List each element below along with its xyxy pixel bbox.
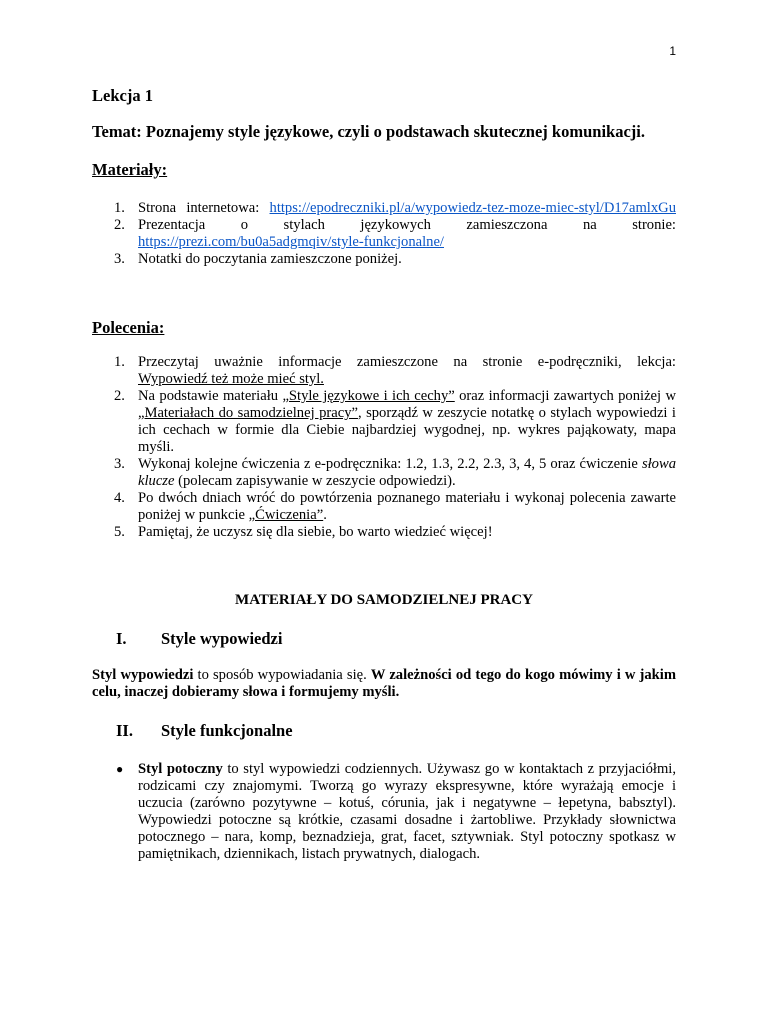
list-number: 1. bbox=[114, 200, 125, 216]
section-title: Style funkcjonalne bbox=[161, 721, 293, 740]
task-item-5 bbox=[92, 524, 676, 541]
task-text: Pamiętaj, że uczysz się dla siebie, bo warto wiedzieć więcej! bbox=[138, 524, 493, 540]
task-text: Przeczytaj uważnie informacje zamieszczone na stronie e-podręczniki, lekcja: bbox=[138, 354, 676, 370]
page-number: 1 bbox=[669, 44, 676, 58]
materials-item-text: Notatki do poczytania zamieszczone poniżej. bbox=[138, 251, 402, 267]
definition-text: to sposób wypowiadania się. bbox=[193, 667, 371, 683]
lesson-title: Lekcja 1 bbox=[92, 86, 153, 105]
materials-list bbox=[92, 200, 676, 268]
term: Styl wypowiedzi bbox=[92, 667, 194, 683]
task-text: Po dwóch dniach wróć do powtórzenia poznanego materiału i wykonaj polecenia zawarte poniżej w punkcie bbox=[138, 490, 676, 523]
emphasis-text: W zależności od tego do kogo mówimy i w jakim celu, inaczej dobieramy słowa i formujemy myśli. bbox=[92, 667, 677, 700]
section-heading-2 bbox=[92, 722, 676, 742]
task-text: (polecam zapisywanie w zeszycie odpowiedzi). bbox=[174, 473, 456, 489]
list-number: 2. bbox=[114, 217, 125, 233]
epodreczniki-link[interactable]: https://epodreczniki.pl/a/wypowiedz-tez-moze-miec-styl/D17amlxGu bbox=[269, 200, 676, 216]
document-body bbox=[92, 84, 676, 863]
materials-item-2 bbox=[92, 217, 676, 251]
list-number: 1. bbox=[114, 354, 125, 370]
lesson-reference: Wypowiedź też może mieć styl. bbox=[138, 371, 324, 387]
task-text: oraz informacji zawartych poniżej w bbox=[454, 388, 676, 404]
materials-item-text: Strona internetowa: https://epodreczniki.pl/a/wypowiedz-tez-moze-miec-styl/D17amlxGu bbox=[138, 200, 676, 216]
task-item-1 bbox=[92, 354, 676, 388]
task-item-2 bbox=[92, 388, 676, 456]
self-study-heading: MATERIAŁY DO SAMODZIELNEJ PRACY bbox=[235, 592, 533, 608]
definition-paragraph bbox=[92, 667, 676, 701]
self-study-reference: „Materiałach do samodzielnej pracy” bbox=[138, 405, 358, 421]
task-item-3 bbox=[92, 456, 676, 490]
topic-heading: Temat: Poznajemy style językowe, czyli o podstawach skutecznej komunikacji. bbox=[92, 122, 645, 141]
task-text: , sporządź w zeszycie notatkę o stylach wypowiedzi i ich cechach w formie dla Ciebie najbardziej wygodnej, np. wykres pająkowaty, mapa myśli. bbox=[138, 405, 676, 455]
task-text: Wykonaj kolejne ćwiczenia z e-podręcznika: 1.2, 1.3, 2.2, 2.3, 3, 4, 5 oraz ćwiczenie bbox=[138, 456, 642, 472]
list-number: 4. bbox=[114, 490, 125, 506]
style-item-colloquial bbox=[92, 761, 676, 863]
materials-item-1 bbox=[92, 200, 676, 217]
list-number: 3. bbox=[114, 251, 125, 267]
section-numeral: II. bbox=[116, 721, 133, 740]
keywords-exercise: słowa klucze bbox=[138, 456, 676, 489]
style-description: to styl wypowiedzi codziennych. Używasz go w kontaktach z przyjaciółmi, rodzicami czy znajomymi. Tworzą go wyrazy ekspresywne, które wyrażają emocje i uczucia (zarówno pozytywne – kotuś, córunia, jak i negatywne – łepetyna, babsztyl). Wypowiedzi potoczne są krótkie, czasami dosadne i żartobliwe. Przykłady słownictwa potocznego – nara, komp, beznadzieja, grat, facet, sztywniak. Styl potoczny spotkasz w pamiętnikach, dziennikach, listach prywatnych, dialogach. bbox=[138, 761, 677, 862]
tasks-heading: Polecenia: bbox=[92, 318, 165, 337]
task-text: Na podstawie materiału bbox=[138, 388, 283, 404]
materials-heading: Materiały: bbox=[92, 160, 168, 179]
material-reference: „Style językowe i ich cechy” bbox=[282, 388, 455, 404]
term: Styl potoczny bbox=[138, 761, 223, 777]
list-number: 2. bbox=[114, 388, 125, 404]
task-text: . bbox=[323, 507, 327, 523]
prezi-link[interactable]: https://prezi.com/bu0a5adgmqiv/style-funkcjonalne/ bbox=[138, 234, 444, 250]
materials-item-text: Prezentacja o stylach językowych zamieszczona na stronie: bbox=[138, 217, 676, 233]
section-heading-1 bbox=[92, 630, 676, 650]
exercises-reference: „Ćwiczenia” bbox=[248, 507, 324, 523]
list-number: 3. bbox=[114, 456, 125, 472]
bullet-icon: ● bbox=[116, 762, 124, 776]
tasks-list bbox=[92, 354, 676, 541]
styles-list bbox=[92, 761, 676, 863]
section-title: Style wypowiedzi bbox=[161, 629, 283, 648]
task-item-4 bbox=[92, 490, 676, 524]
materials-item-3 bbox=[92, 251, 676, 268]
list-number: 5. bbox=[114, 524, 125, 540]
section-numeral: I. bbox=[116, 629, 127, 648]
